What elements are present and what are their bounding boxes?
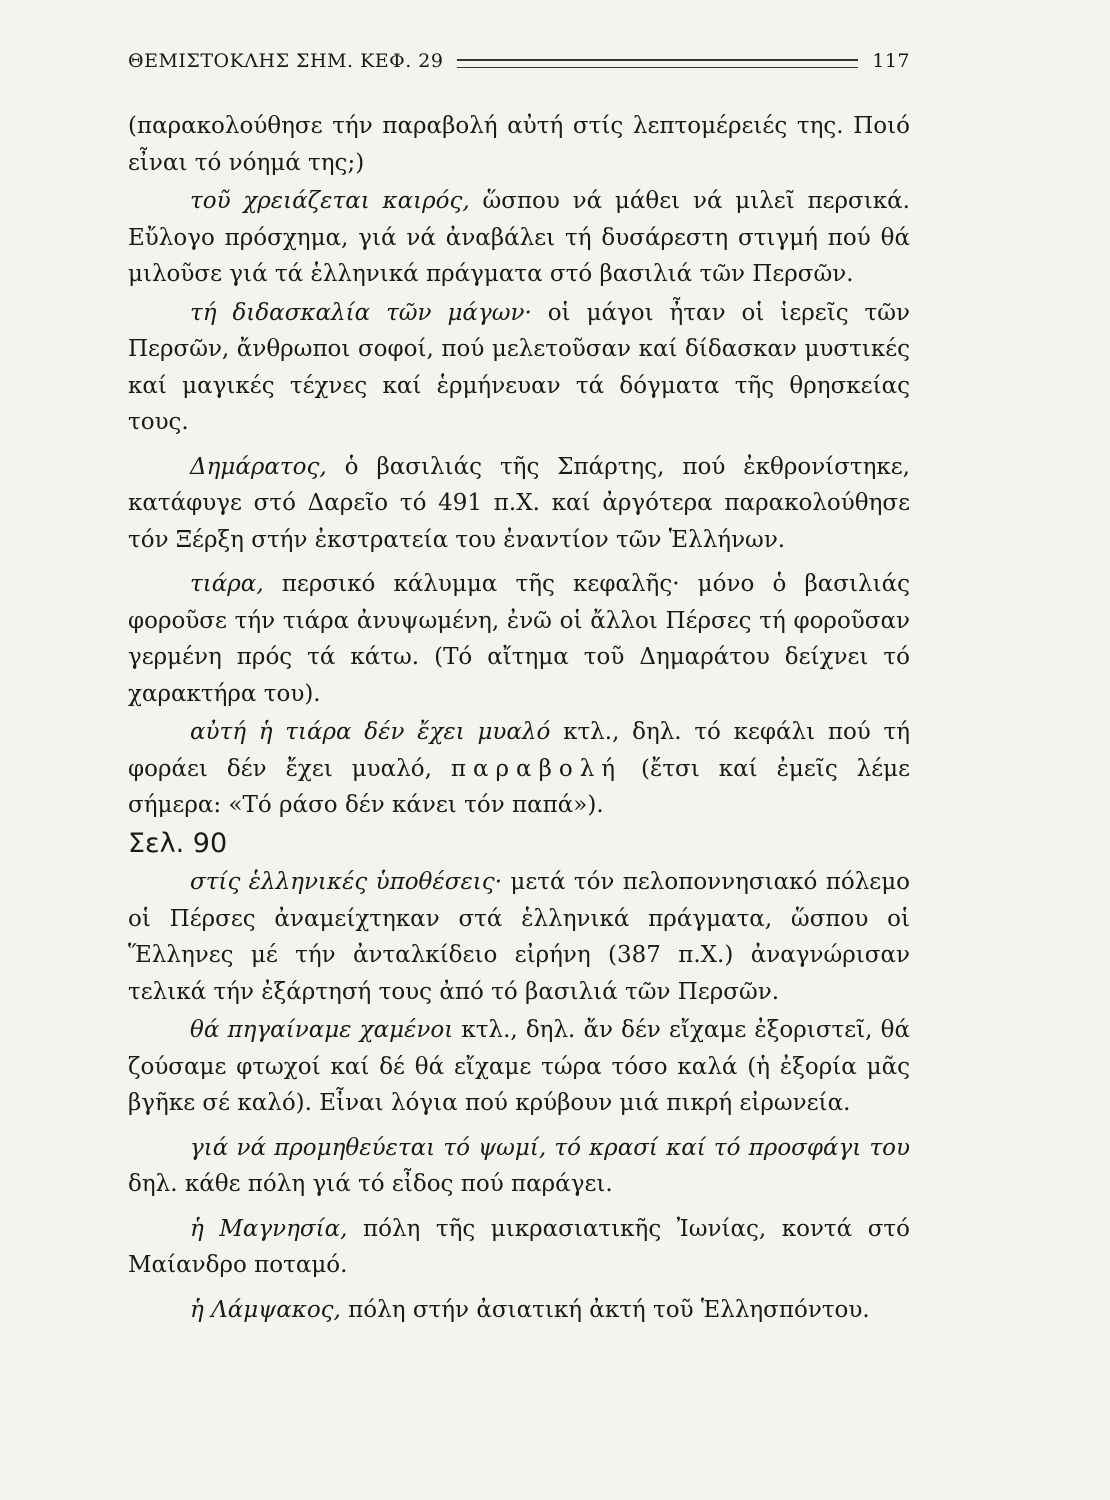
note-entry [128,295,910,441]
lemma: αὐτή ἡ τιάρα δέν ἔχει μυαλό [190,719,551,745]
lemma: γιά νά προμηθεύεται τό ψωμί, τό κρασί καί τό προσφάγι του [190,1134,910,1161]
lemma: τιάρα, [190,571,264,597]
lemma: Δημάρατος, [190,453,327,480]
note-entry [128,1130,910,1203]
commentary-text [128,108,910,1330]
note-text: κτλ., δηλ. ἄν δέν εἴχαμε ἐξοριστεῖ, θά ζούσαμε φτωχοί καί δέ θά εἴχαμε τώρα τόσο καλά (ἡ ἐξορία μᾶς βγῆκε σέ καλό). Εἶναι λόγια πού κρύβουν μιά πικρή εἰρωνεία. [128,1017,910,1116]
section-heading: Σελ. 90 [128,827,228,859]
note-entry [128,864,910,1010]
page-number: 117 [872,50,910,72]
running-head [128,46,910,76]
paragraph-text: (παρακολούθησε τήν παραβολή αὐτή στίς λεπτομέρειές της. Ποιό εἶναι τό νόημά της;) [128,113,910,176]
note-text: οἱ μάγοι ἦταν οἱ ἱερεῖς τῶν Περσῶν, ἄνθρωποι σοφοί, πού μελετοῦσαν καί δίδασκαν μυστικές καί μαγικές τέχνες καί ἑρμήνευαν τά δόγματα τῆς θρησκείας τους. [128,299,911,435]
note-entry [128,183,910,293]
lemma: στίς ἑλληνικές ὑποθέσεις· [190,869,503,895]
header-rule [457,59,858,68]
note-text: περσικό κάλυμμα τῆς κεφαλῆς· μόνο ὁ βασιλιάς φοροῦσε τήν τιάρα ἀνυψωμένη, ἐνῶ οἱ ἄλλοι Πέρσες τή φοροῦσαν γερμένη πρός τά κάτω. (Τό αἴτημα τοῦ Δημαράτου δείχνει τό χαρακτήρα του). [128,571,910,707]
lemma: θά πηγαίναμε χαμένοι [190,1017,454,1043]
note-entry [128,714,910,824]
note-text: μετά τόν πελοποννησιακό πόλεμο οἱ Πέρσες ἀναμείχτηκαν στά ἑλληνικά πράγματα, ὥσπου οἱ Ἕλληνες μέ τήν ἀνταλκίδειο εἰρήνη (387 π.Χ.) ἀναγνώρισαν τελικά τήν ἐξάρτησή τους ἀπό τό βασιλιά τῶν Περσῶν. [128,869,910,1005]
note-entry [128,566,910,712]
lemma: τή διδασκαλία τῶν μάγων· [190,299,532,326]
note-text: ὁ βασιλιάς τῆς Σπάρτης, πού ἐκθρονίστηκε, κατάφυγε στό Δαρεῖο τό 491 π.Χ. καί ἀργότερα παρακολούθησε τόν Ξέρξη στήν ἐκστρατεία του ἐναντίον τῶν Ἑλλήνων. [128,453,910,553]
paragraph [128,108,910,181]
note-text: δηλ. κάθε πόλη γιά τό εἶδος πού παράγει. [128,1171,613,1197]
note-text: κτλ., δηλ. τό κεφάλι πού τή φοράει δέν ἔχει μυαλό, [128,719,910,782]
note-entry [128,1292,910,1329]
note-text: ὥσπου νά μάθει νά μιλεῖ περσικά. Εὔλογο πρόσχημα, γιά νά ἀναβάλει τή δυσάρεστη στιγμή πού θά μιλοῦσε γιά τά ἑλληνικά πράγματα στό βασιλιά τῶν Περσῶν. [128,188,910,287]
note-text-tail: (ἔτσι καί ἐμεῖς λέμε σήμερα: «Τό ράσο δέν κάνει τόν παπά»). [128,755,910,818]
spaced-word: παραβολή [450,755,623,782]
lemma: τοῦ χρειάζεται καιρός, [190,188,470,214]
note-entry [128,1012,910,1122]
lemma: ἡ Λάμψακος, [190,1296,341,1323]
note-entry [128,1211,910,1284]
note-text: πόλη τῆς μικρασιατικῆς Ἰωνίας, κοντά στό Μαίανδρο ποταμό. [128,1215,910,1278]
note-text: πόλη στήν ἀσιατική ἀκτή τοῦ Ἑλλησπόντου. [340,1296,870,1323]
running-head-title: ΘΕΜΙΣΤΟΚΛΗΣ ΣΗΜ. ΚΕΦ. 29 [128,50,444,72]
note-entry [128,449,910,559]
lemma: ἡ Μαγνησία, [190,1215,348,1242]
